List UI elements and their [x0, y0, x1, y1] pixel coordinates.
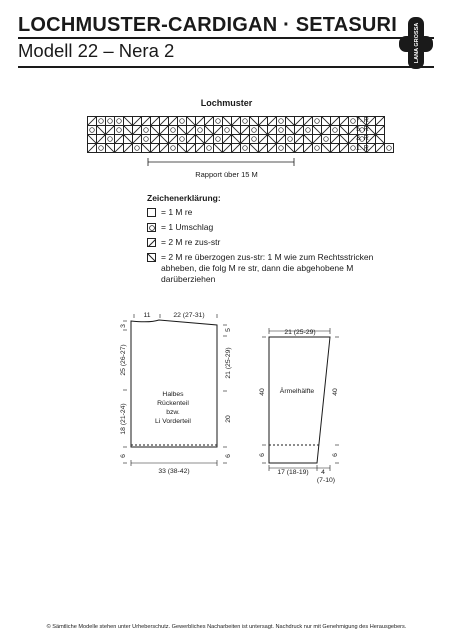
body-label-line: bzw.	[166, 409, 180, 416]
sleeve-dim-left-40: 40	[259, 388, 266, 396]
body-label-line: Li Vorderteil	[155, 418, 191, 425]
legend-item: = 1 M re	[147, 207, 401, 218]
dim-right-6: 6	[225, 454, 232, 458]
dim-bottom: 33 (38-42)	[158, 468, 190, 475]
legend-heading: Zeichenerklärung:	[147, 193, 221, 203]
dim-top-right: 22 (27-31)	[173, 312, 205, 319]
legend-item: = 1 Umschlag	[147, 222, 401, 233]
sleeve-dim-right-6: 6	[332, 453, 339, 457]
page-subtitle: Modell 22 – Nera 2	[18, 40, 175, 61]
body-label-line: Halbes	[162, 391, 184, 398]
row-label: 3. R	[356, 135, 369, 143]
copyright-footer: © Sämtliche Modelle stehen unter Urheberschutz. Gewerbliches Nacharbeiten ist untersagt. Nachdruck nur mit Genehmigung des Herausgebers.	[46, 624, 407, 630]
sleeve-dim-left-6: 6	[259, 453, 266, 457]
dim-left-6: 6	[120, 454, 127, 458]
dim-top-left: 11	[143, 312, 151, 319]
chart-title: Lochmuster	[200, 98, 253, 108]
sleeve-dim-bottom: 17 (18-19)	[277, 469, 309, 476]
sleeve-dim-right-40: 40	[332, 388, 339, 396]
svg-text:LANA GROSSA: LANA GROSSA	[414, 22, 420, 64]
legend-item: = 2 M re zus-str	[147, 237, 401, 248]
sleeve-label: Ärmelhälfte	[279, 388, 315, 395]
dim-right-20: 20	[225, 415, 232, 423]
row-label: 5. R	[356, 126, 369, 134]
dim-right-5: 5	[225, 328, 232, 332]
row-label: 1. R	[356, 144, 369, 152]
legend-item: = 2 M re überzogen zus-str: 1 M wie zum Rechtsstricken abheben, die folg M re str, dann die abgehobene M darüberziehen	[147, 252, 401, 285]
dim-left-3: 3	[120, 324, 127, 328]
sleeve-dim-top: 21 (25-29)	[284, 329, 316, 336]
dim-left-25: 25 (26-27)	[120, 344, 127, 376]
body-label-line: Rückenteil	[157, 400, 189, 407]
rapport-label: Rapport über 15 M	[195, 170, 258, 179]
sleeve-dim-bottom-right-sub: (7-10)	[316, 477, 336, 484]
dim-right-21: 21 (25-29)	[225, 347, 232, 379]
page-title: LOCHMUSTER-CARDIGAN · SETASURI	[18, 14, 397, 36]
dim-left-18: 18 (21-24)	[120, 403, 127, 435]
sleeve-dim-bottom-right: 4	[321, 469, 325, 476]
row-label: 7. R	[356, 117, 369, 124]
